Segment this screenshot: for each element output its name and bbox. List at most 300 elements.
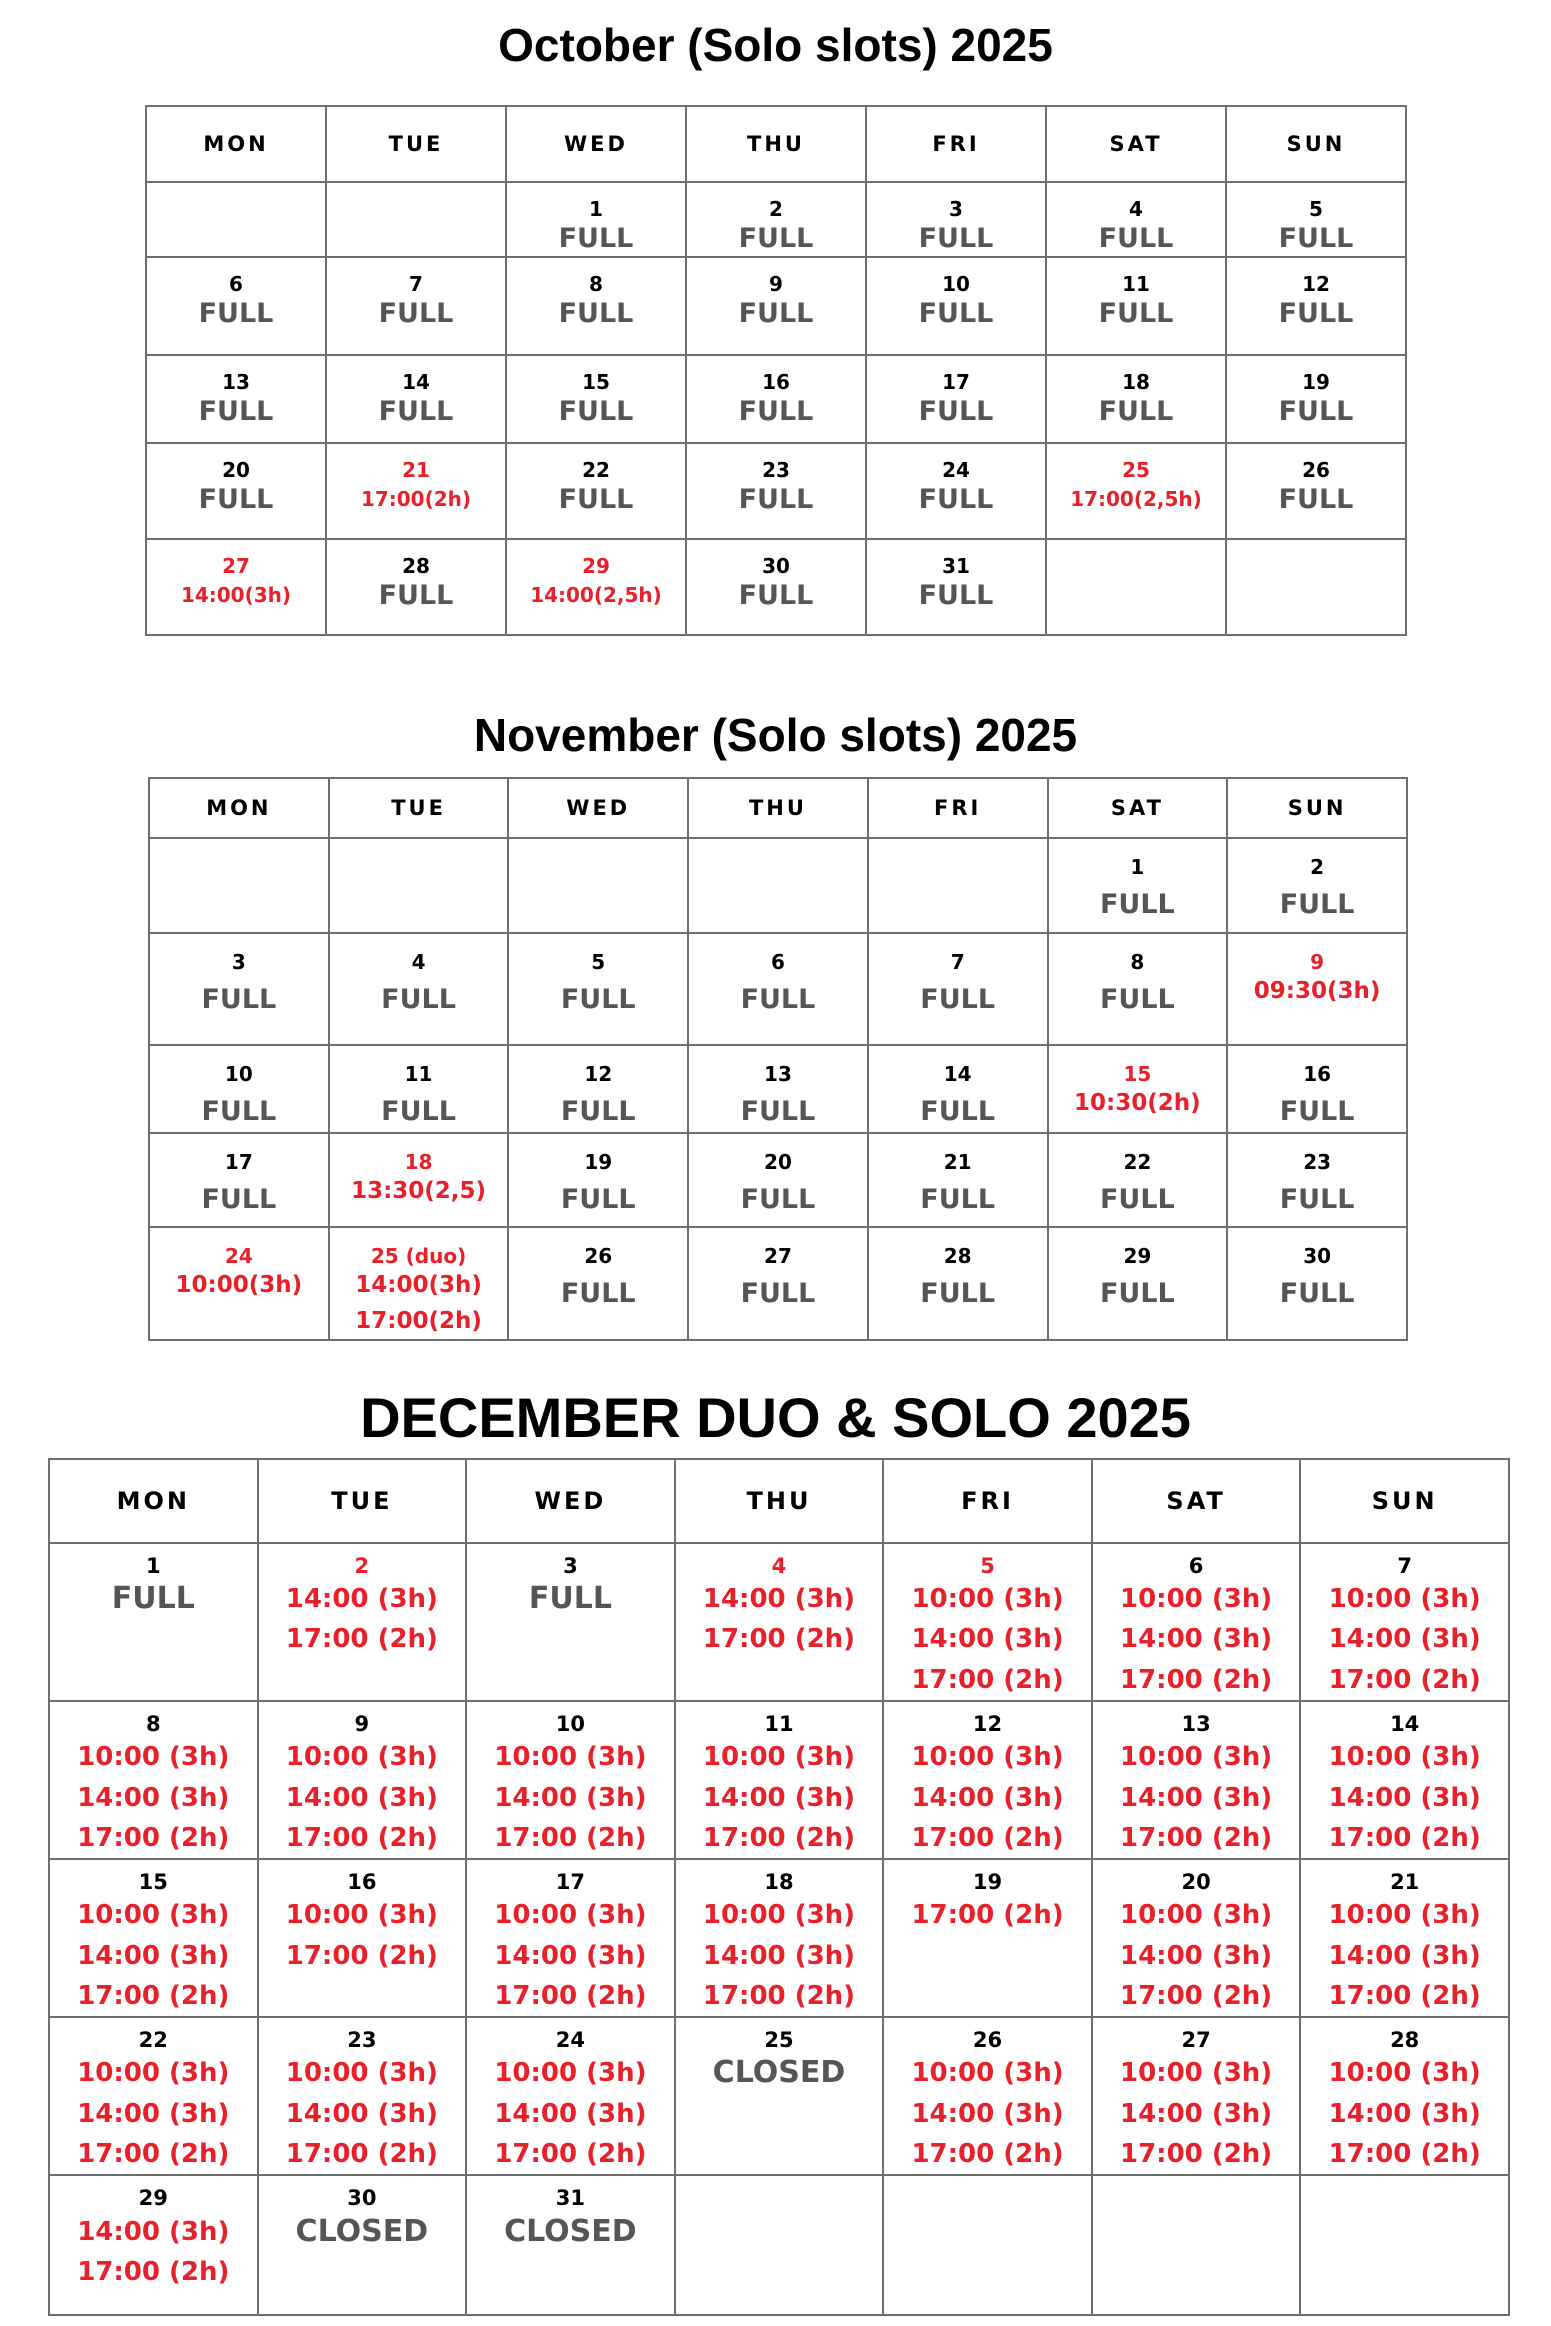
full-label: FULL	[1279, 1096, 1355, 1127]
day-cell	[508, 1133, 688, 1227]
day-number: 8	[145, 1712, 161, 1737]
day-cell	[883, 1543, 1092, 1701]
day-number: 25	[764, 2028, 794, 2053]
weekday-header-tue: TUE	[329, 778, 509, 838]
time-slot: 10:00 (3h)	[285, 1742, 438, 1773]
day-cell	[258, 2017, 467, 2175]
day-number: 6	[771, 950, 785, 974]
closed-label: CLOSED	[504, 2213, 637, 2249]
time-slot: 14:00 (3h)	[1120, 1782, 1273, 1813]
day-cell	[1048, 838, 1228, 933]
day-cell	[466, 1701, 675, 1859]
full-label: FULL	[111, 1581, 195, 1617]
full-label: FULL	[558, 223, 634, 254]
full-label: FULL	[918, 223, 994, 254]
time-slot: 14:00 (3h)	[494, 2098, 647, 2129]
day-number: 2	[1310, 855, 1325, 879]
time-slot: 14:00(3h)	[180, 583, 292, 608]
time-slot: 17:00 (2h)	[77, 2139, 230, 2170]
full-label: FULL	[740, 984, 816, 1015]
week-row	[146, 539, 1406, 635]
november-calendar	[148, 777, 1408, 1341]
day-cell	[326, 257, 506, 355]
time-slot: 17:00 (2h)	[1120, 1822, 1273, 1853]
day-number: 24	[224, 1244, 253, 1268]
empty-day-cell	[883, 2175, 1092, 2315]
empty-day-cell	[1046, 539, 1226, 635]
day-cell	[1226, 182, 1406, 257]
day-number: 18	[404, 1150, 433, 1174]
day-number: 8	[1130, 950, 1145, 974]
day-cell	[258, 1701, 467, 1859]
day-number: 29	[582, 554, 610, 579]
time-slot: 17:00 (2h)	[1120, 1664, 1273, 1695]
day-cell	[506, 182, 686, 257]
full-label: FULL	[918, 298, 994, 330]
full-label: FULL	[558, 396, 634, 428]
full-label: FULL	[918, 580, 994, 612]
day-cell	[675, 1859, 884, 2017]
day-cell	[146, 443, 326, 539]
time-slot: 10:00 (3h)	[494, 1900, 647, 1931]
time-slot: 14:00 (3h)	[1328, 1782, 1481, 1813]
time-slot: 10:00 (3h)	[494, 2058, 647, 2089]
weekday-header-thu: THU	[688, 778, 868, 838]
day-number: 2	[354, 1554, 370, 1578]
full-label: FULL	[738, 298, 814, 330]
day-number: 11	[404, 1062, 433, 1086]
full-label: FULL	[1099, 1184, 1175, 1215]
weekday-header-fri: FRI	[868, 778, 1048, 838]
day-number: 4	[411, 950, 426, 974]
day-number: 24	[942, 458, 970, 483]
day-number: 2	[769, 197, 783, 221]
time-slot: 14:00(3h)	[355, 1272, 482, 1298]
weekday-header-wed: WED	[508, 778, 688, 838]
time-slot: 14:00 (3h)	[494, 1782, 647, 1813]
full-label: FULL	[378, 580, 454, 612]
time-slot: 14:00 (3h)	[285, 2098, 438, 2129]
day-cell	[1227, 1227, 1407, 1340]
time-slot: 17:00 (2h)	[285, 1940, 438, 1971]
time-slot: 17:00 (2h)	[911, 1664, 1064, 1695]
day-cell	[1226, 257, 1406, 355]
day-cell	[1048, 933, 1228, 1045]
empty-day-cell	[688, 838, 868, 933]
day-number: 10	[555, 1712, 586, 1737]
day-number: 17	[942, 370, 970, 395]
weekday-header-sat: SAT	[1092, 1459, 1301, 1543]
day-cell	[329, 933, 509, 1045]
day-number: 11	[1122, 272, 1150, 297]
time-slot: 10:00 (3h)	[1120, 1742, 1273, 1773]
day-cell	[508, 1045, 688, 1133]
time-slot: 10:00 (3h)	[911, 2058, 1064, 2089]
full-label: FULL	[1279, 889, 1355, 920]
time-slot: 17:00 (2h)	[911, 1822, 1064, 1853]
day-cell	[1227, 933, 1407, 1045]
day-cell	[1227, 1133, 1407, 1227]
day-cell	[686, 539, 866, 635]
day-number: 14	[943, 1062, 972, 1086]
full-label: FULL	[198, 484, 274, 516]
day-cell	[883, 2017, 1092, 2175]
week-row	[49, 1859, 1509, 2017]
time-slot: 10:00 (3h)	[1328, 1900, 1481, 1931]
time-slot: 10:00(3h)	[175, 1272, 303, 1298]
day-cell	[868, 1133, 1048, 1227]
time-slot: 17:00 (2h)	[77, 1822, 230, 1853]
time-slot: 17:00 (2h)	[1328, 1822, 1481, 1853]
time-slot: 10:00 (3h)	[77, 2058, 230, 2089]
full-label: FULL	[920, 1096, 996, 1127]
day-number: 6	[229, 272, 243, 297]
time-slot: 17:00 (2h)	[1328, 1980, 1481, 2011]
day-cell	[675, 2017, 884, 2175]
full-label: FULL	[1098, 396, 1174, 428]
day-cell	[466, 2017, 675, 2175]
time-slot: 17:00 (2h)	[1120, 1980, 1273, 2011]
day-number: 22	[582, 458, 610, 483]
day-number: 17	[224, 1150, 253, 1174]
full-label: FULL	[528, 1581, 612, 1617]
day-cell	[688, 1045, 868, 1133]
time-slot: 17:00 (2h)	[702, 1980, 856, 2011]
day-cell	[466, 2175, 675, 2315]
time-slot: 10:00 (3h)	[702, 1742, 856, 1773]
day-number: 22	[1123, 1150, 1152, 1174]
full-label: FULL	[1099, 1278, 1175, 1309]
time-slot: 10:30(2h)	[1074, 1090, 1201, 1116]
day-cell	[1300, 1701, 1509, 1859]
day-cell	[149, 1133, 329, 1227]
weekday-header-row	[146, 106, 1406, 182]
full-label: FULL	[558, 298, 634, 330]
day-cell	[146, 539, 326, 635]
week-row	[49, 1701, 1509, 1859]
time-slot: 10:00 (3h)	[77, 1900, 230, 1931]
time-slot: 14:00 (3h)	[702, 1940, 856, 1971]
day-cell	[149, 933, 329, 1045]
weekday-header-sat: SAT	[1048, 778, 1228, 838]
weekday-header-wed: WED	[506, 106, 686, 182]
day-cell	[329, 1133, 509, 1227]
day-cell	[1046, 443, 1226, 539]
time-slot: 10:00 (3h)	[1120, 2058, 1273, 2089]
day-cell	[688, 1133, 868, 1227]
week-row	[149, 838, 1407, 933]
day-number: 9	[769, 272, 783, 297]
day-number: 15	[582, 370, 610, 395]
day-number: 25	[1122, 458, 1150, 483]
day-cell	[1046, 257, 1226, 355]
empty-day-cell	[146, 182, 326, 257]
time-slot: 14:00 (3h)	[911, 1782, 1064, 1813]
week-row	[49, 2175, 1509, 2315]
day-cell	[883, 1859, 1092, 2017]
day-cell	[868, 1227, 1048, 1340]
time-slot: 17:00 (2h)	[911, 1900, 1064, 1931]
day-cell	[686, 443, 866, 539]
weekday-header-fri: FRI	[866, 106, 1046, 182]
day-number: 27	[764, 1244, 792, 1268]
time-slot: 14:00 (3h)	[285, 1584, 438, 1615]
time-slot: 17:00 (2h)	[77, 2256, 230, 2287]
day-number: 16	[347, 1870, 377, 1895]
day-number: 1	[1130, 855, 1145, 879]
time-slot: 17:00 (2h)	[285, 1822, 438, 1853]
day-cell	[686, 257, 866, 355]
full-label: FULL	[738, 396, 814, 428]
full-label: FULL	[918, 484, 994, 516]
day-number: 5	[980, 1554, 995, 1578]
day-cell	[508, 933, 688, 1045]
full-label: FULL	[1278, 484, 1354, 516]
time-slot: 17:00(2h)	[355, 1307, 482, 1334]
time-slot: 17:00 (2h)	[285, 1624, 438, 1655]
day-cell	[866, 443, 1046, 539]
time-slot: 14:00 (3h)	[1120, 1940, 1273, 1971]
day-cell	[686, 182, 866, 257]
day-cell	[1300, 2017, 1509, 2175]
weekday-header-thu: THU	[675, 1459, 884, 1543]
day-cell	[868, 1045, 1048, 1133]
full-label: FULL	[738, 223, 814, 254]
time-slot: 17:00 (2h)	[1120, 2139, 1273, 2170]
time-slot: 14:00 (3h)	[77, 1940, 230, 1971]
time-slot: 14:00 (3h)	[1328, 1940, 1481, 1971]
day-cell	[49, 1543, 258, 1701]
day-cell	[506, 355, 686, 443]
weekday-header-wed: WED	[466, 1459, 675, 1543]
day-number: 28	[402, 554, 430, 579]
day-number: 23	[1303, 1150, 1332, 1174]
december-calendar	[48, 1458, 1510, 2316]
day-number: 5	[1309, 197, 1323, 221]
day-number: 16	[1303, 1062, 1332, 1086]
week-row	[149, 1227, 1407, 1340]
closed-label: CLOSED	[295, 2213, 429, 2249]
time-slot: 10:00 (3h)	[77, 1742, 230, 1773]
day-number: 23	[347, 2028, 377, 2053]
week-row	[149, 1045, 1407, 1133]
time-slot: 14:00 (3h)	[1120, 2098, 1273, 2129]
day-number: 31	[555, 2186, 586, 2211]
time-slot: 10:00 (3h)	[911, 1584, 1064, 1615]
empty-day-cell	[1226, 539, 1406, 635]
time-slot: 17:00 (2h)	[494, 1822, 647, 1853]
weekday-header-row	[49, 1459, 1509, 1543]
time-slot: 17:00 (2h)	[1328, 1664, 1481, 1695]
day-cell	[1227, 838, 1407, 933]
time-slot: 14:00 (3h)	[77, 2098, 230, 2129]
day-cell	[49, 1701, 258, 1859]
full-label: FULL	[1279, 1278, 1355, 1309]
time-slot: 10:00 (3h)	[1120, 1584, 1273, 1615]
weekday-header-row	[149, 778, 1407, 838]
day-cell	[866, 182, 1046, 257]
day-number: 12	[972, 1712, 1003, 1737]
day-number: 29	[138, 2186, 168, 2211]
week-row	[149, 1133, 1407, 1227]
time-slot: 10:00 (3h)	[494, 1742, 647, 1773]
day-cell	[508, 1227, 688, 1340]
time-slot: 17:00 (2h)	[285, 2139, 438, 2170]
weekday-header-sun: SUN	[1226, 106, 1406, 182]
day-number: 14	[1390, 1712, 1420, 1737]
full-label: FULL	[1098, 298, 1174, 330]
day-number: 17	[555, 1870, 586, 1895]
day-cell	[868, 933, 1048, 1045]
full-label: FULL	[1279, 1184, 1355, 1215]
day-number: 24	[555, 2028, 586, 2053]
full-label: FULL	[198, 298, 274, 330]
time-slot: 14:00 (3h)	[702, 1782, 856, 1813]
day-number: 5	[591, 950, 606, 974]
full-label: FULL	[378, 298, 454, 330]
day-cell	[329, 1227, 509, 1340]
day-number: 19	[972, 1870, 1003, 1895]
empty-day-cell	[1092, 2175, 1301, 2315]
day-cell	[883, 1701, 1092, 1859]
full-label: FULL	[381, 984, 456, 1015]
day-number: 21	[943, 1150, 972, 1174]
day-cell	[1227, 1045, 1407, 1133]
day-cell	[686, 355, 866, 443]
day-cell	[329, 1045, 509, 1133]
day-cell	[866, 355, 1046, 443]
day-number: 12	[584, 1062, 613, 1086]
day-cell	[675, 1701, 884, 1859]
time-slot: 14:00(2,5h)	[530, 583, 662, 608]
week-row	[146, 257, 1406, 355]
time-slot: 10:00 (3h)	[1328, 1584, 1481, 1615]
day-cell	[466, 1859, 675, 2017]
full-label: FULL	[918, 396, 994, 428]
day-number: 1	[589, 197, 603, 221]
full-label: FULL	[560, 984, 636, 1015]
empty-day-cell	[868, 838, 1048, 933]
day-number: 26	[584, 1244, 613, 1268]
full-label: FULL	[920, 1184, 996, 1215]
empty-day-cell	[675, 2175, 884, 2315]
time-slot: 14:00 (3h)	[911, 2098, 1064, 2129]
day-cell	[1226, 443, 1406, 539]
day-number: 29	[1123, 1244, 1152, 1268]
full-label: FULL	[920, 1278, 996, 1309]
day-cell	[146, 355, 326, 443]
day-cell	[1048, 1133, 1228, 1227]
full-label: FULL	[198, 396, 274, 428]
day-cell	[675, 1543, 884, 1701]
october-calendar	[145, 105, 1407, 636]
day-number: 4	[1129, 197, 1143, 221]
time-slot: 17:00 (2h)	[702, 1822, 856, 1853]
day-cell	[506, 443, 686, 539]
time-slot: 17:00 (2h)	[911, 2139, 1064, 2170]
week-row	[49, 2017, 1509, 2175]
full-label: FULL	[201, 1096, 277, 1127]
day-number: 7	[409, 272, 423, 297]
empty-day-cell	[1300, 2175, 1509, 2315]
weekday-header-tue: TUE	[258, 1459, 467, 1543]
day-number: 19	[1302, 370, 1330, 395]
day-number: 27	[1181, 2028, 1211, 2053]
day-cell	[326, 355, 506, 443]
time-slot: 10:00 (3h)	[1120, 1900, 1273, 1931]
day-cell	[49, 1859, 258, 2017]
full-label: FULL	[560, 1184, 636, 1215]
day-cell	[1226, 355, 1406, 443]
week-row	[146, 182, 1406, 257]
day-cell	[258, 2175, 467, 2315]
day-number: 15	[138, 1870, 168, 1895]
full-label: FULL	[201, 1184, 277, 1215]
day-number: 14	[402, 370, 430, 395]
empty-day-cell	[326, 182, 506, 257]
day-cell	[1092, 2017, 1301, 2175]
full-label: FULL	[1278, 298, 1354, 330]
day-cell	[1092, 1859, 1301, 2017]
day-cell	[688, 1227, 868, 1340]
day-cell	[146, 257, 326, 355]
day-cell	[866, 257, 1046, 355]
day-number: 3	[231, 950, 246, 974]
day-cell	[1046, 182, 1226, 257]
full-label: FULL	[1098, 223, 1174, 254]
day-cell	[1048, 1045, 1228, 1133]
time-slot: 17:00 (2h)	[77, 1980, 230, 2011]
full-label: FULL	[378, 396, 454, 428]
day-number: 12	[1302, 272, 1330, 297]
time-slot: 10:00 (3h)	[285, 1900, 438, 1931]
weekday-header-mon: MON	[146, 106, 326, 182]
time-slot: 14:00 (3h)	[1328, 1624, 1481, 1655]
december-title: DECEMBER DUO & SOLO 2025	[360, 1386, 1191, 1449]
day-number: 8	[589, 272, 603, 297]
day-number: 13	[764, 1062, 792, 1086]
day-number: 11	[764, 1712, 794, 1737]
day-number: 6	[1188, 1554, 1204, 1578]
day-number: 9	[354, 1712, 370, 1737]
day-number: 16	[762, 370, 790, 395]
day-number: 15	[1123, 1062, 1152, 1086]
full-label: FULL	[738, 580, 814, 612]
day-cell	[258, 1859, 467, 2017]
day-cell	[49, 2175, 258, 2315]
time-slot: 13:30(2,5)	[351, 1178, 487, 1204]
day-number: 21	[402, 458, 430, 483]
day-number: 18	[764, 1870, 794, 1895]
full-label: FULL	[381, 1096, 456, 1127]
time-slot: 17:00 (2h)	[1328, 2139, 1481, 2170]
full-label: FULL	[1099, 984, 1175, 1015]
time-slot: 14:00 (3h)	[494, 1940, 647, 1971]
day-cell	[466, 1543, 675, 1701]
time-slot: 14:00 (3h)	[702, 1584, 856, 1615]
time-slot: 14:00 (3h)	[1328, 2098, 1481, 2129]
week-row	[149, 933, 1407, 1045]
time-slot: 09:30(3h)	[1253, 978, 1381, 1004]
day-number: 20	[764, 1150, 792, 1174]
day-number: 25 (duo)	[370, 1244, 467, 1268]
day-number: 21	[1390, 1870, 1420, 1895]
full-label: FULL	[1278, 396, 1354, 428]
day-cell	[866, 539, 1046, 635]
day-number: 1	[145, 1554, 161, 1578]
day-cell	[149, 1045, 329, 1133]
day-number: 13	[222, 370, 250, 395]
